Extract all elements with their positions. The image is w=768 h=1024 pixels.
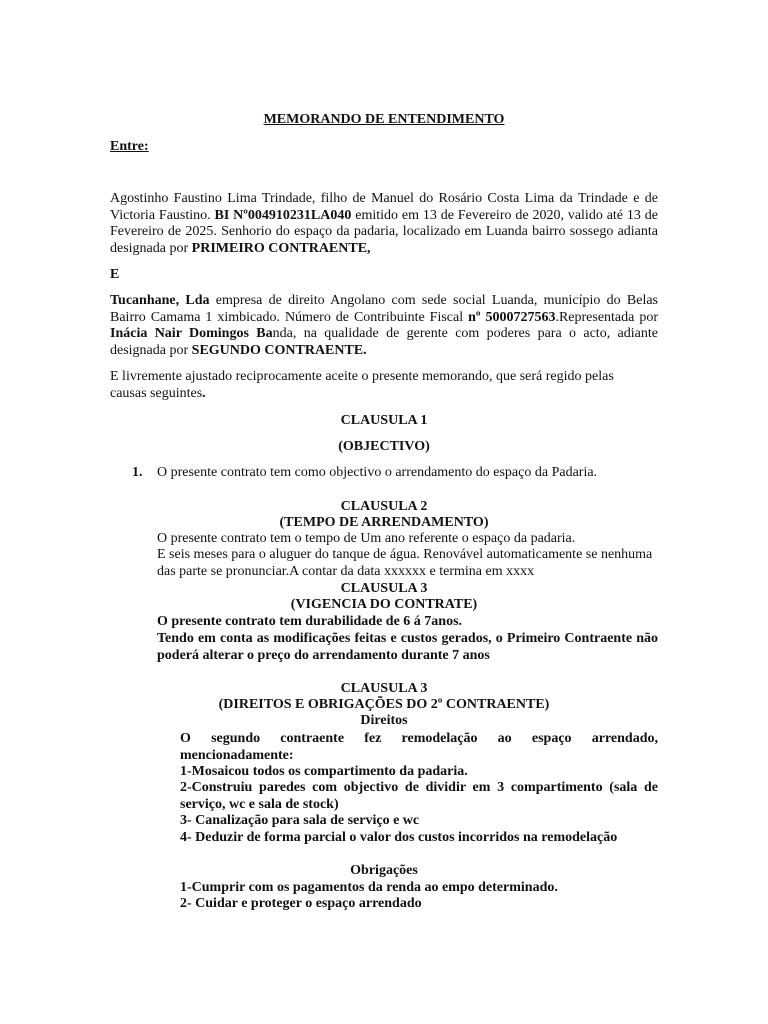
clause2-line1: O presente contrato tem o tempo de Um ano referente o espaço da padaria.: [157, 531, 576, 546]
clause3a-subheading: (VIGENCIA DO CONTRATE): [290, 597, 478, 612]
clause1-item-number: 1.: [132, 465, 143, 480]
clause3a-line1: O presente contrato tem durabilidade de 6 á 7anos.: [157, 614, 463, 629]
clause2-line2: E seis meses para o aluguer do tanque de água. Renovável automaticamente se nenhuma das parte se pronunciar.A contar da data xxxxxx e termina em xxxx: [157, 547, 653, 579]
clause3b-subheading: (DIREITOS E OBRIGAÇÕES DO 2º CONTRAENTE): [218, 697, 550, 712]
rights-item: 4- Deduzir de forma parcial o valor dos custos incorridos na remodelação: [180, 830, 618, 845]
obligations-item: 2- Cuidar e proteger o espaço arrendado: [180, 896, 422, 911]
party2-paragraph: Tucanhane, Lda empresa de direito Angolano com sede social Luanda, município do Belas Bairro Camama 1 ximbicado. Número de Contribuinte Fiscal nº 5000727563.Representada por Inácia Nair Domingos Banda, na qualidade de gerente com poderes para o acto, adiante designada por SEGUNDO CONTRAENTE.: [110, 293, 658, 358]
e-connector: E: [110, 267, 120, 282]
rights-intro: O segundo contraente fez remodelação ao espaço arrendado, mencionadamente:: [180, 731, 658, 763]
party1-paragraph: Agostinho Faustino Lima Trindade, filho de Manuel do Rosário Costa Lima da Trindade e de Victoria Faustino. BI Nº004910231LA040 emitido em 13 de Fevereiro de 2020, valido até 13 de Fevereiro de 2025. Senhorio do espaço da padaria, localizado em Luanda bairro sossego adianta designada por PRIMEIRO CONTRAENTE,: [110, 191, 658, 256]
entre-label: Entre:: [110, 139, 149, 154]
rights-item: 1-Mosaicou todos os compartimento da padaria.: [180, 764, 468, 779]
clause3a-heading: CLAUSULA 3: [340, 581, 428, 596]
clause1-subheading: (OBJECTIVO): [338, 439, 430, 454]
clause2-heading: CLAUSULA 2: [340, 499, 428, 514]
rights-item: 3- Canalização para sala de serviço e wc: [180, 813, 420, 828]
clause1-item-text: O presente contrato tem como objectivo o arrendamento do espaço da Padaria.: [157, 465, 598, 480]
clause2-subheading: (TEMPO DE ARRENDAMENTO): [279, 515, 489, 530]
document-title: MEMORANDO DE ENTENDIMENTO: [263, 112, 505, 127]
obligations-item: 1-Cumprir com os pagamentos da renda ao empo determinado.: [180, 880, 558, 895]
intro-paragraph: E livremente ajustado reciprocamente aceite o presente memorando, que será regido pelas causas seguintes.: [110, 369, 614, 401]
clause1-heading: CLAUSULA 1: [340, 413, 428, 428]
clause3b-heading: CLAUSULA 3: [340, 681, 428, 696]
clause3a-line2: Tendo em conta as modificações feitas e custos gerados, o Primeiro Contraente não poderá alterar o preço do arrendamento durante 7 anos: [157, 631, 658, 663]
obligations-heading: Obrigações: [350, 863, 418, 878]
rights-item: 2-Construiu paredes com objectivo de dividir em 3 compartimento (sala de serviço, wc e sala de stock): [180, 780, 658, 812]
rights-heading: Direitos: [360, 713, 408, 728]
